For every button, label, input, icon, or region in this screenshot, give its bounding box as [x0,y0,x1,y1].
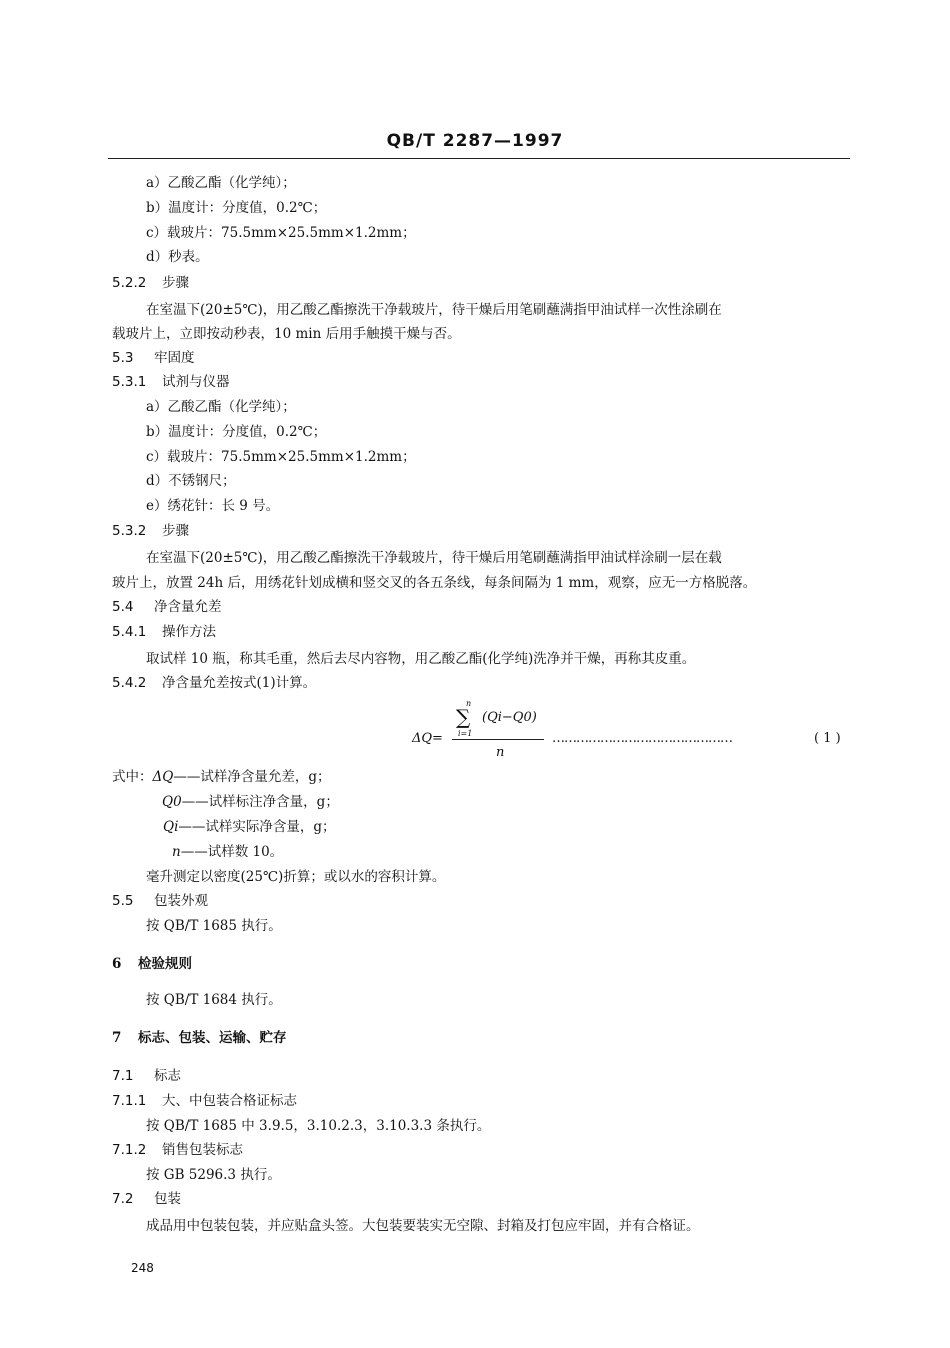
variable-symbol: ΔQ [152,769,174,785]
section-heading-5-4-1 [112,623,216,641]
section-title: 操作方法 [162,624,216,640]
formula-lhs: ΔQ= [412,731,443,746]
paragraph-line: 按 GB 5296.3 执行。 [146,1167,281,1183]
variable-row [162,793,339,811]
section-heading-7-1 [112,1067,181,1085]
variable-dash: —— [178,819,206,835]
variable-desc: 试样数 10。 [207,844,284,860]
variable-symbol: Qi [163,819,179,835]
section-number: 5.4 [112,599,134,615]
section-number: 7.2 [112,1191,134,1207]
formula-1 [412,699,852,763]
paragraph-line: 在室温下(20±5℃)，用乙酸乙酯擦洗干净载玻片，待干燥后用笔刷蘸满指甲油试样一次性涂刷在 [146,302,722,318]
section-number: 7.1 [112,1068,134,1084]
section-heading-7-1-2 [112,1141,243,1159]
section-number: 5.3.1 [112,374,147,390]
variable-dash: —— [181,794,209,810]
where-label: 式中： [112,769,153,785]
chapter-number: 7 [112,1030,122,1046]
formula-numerator: (Qi−Q0) [482,710,537,725]
section-title: 包装外观 [154,893,208,909]
section-title: 净含量允差 [154,599,222,615]
paragraph-line: 在室温下(20±5℃)，用乙酸乙酯擦洗干净载玻片，待干燥后用笔刷蘸满指甲油试样涂刷一层在载 [146,550,722,566]
paragraph-line: 取试样 10 瓶，称其毛重，然后去尽内容物，用乙酸乙酯(化学纯)洗净并干燥，再称其皮重。 [146,651,696,667]
fraction-bar [452,739,544,740]
paragraph-line: 玻片上，放置 24h 后，用绣花针划成横和竖交叉的各五条线，每条间隔为 1 mm，观察，应无一方格脱落。 [112,575,757,591]
section-number: 7.1.2 [112,1142,147,1158]
section-number: 5.4.2 [112,675,147,691]
section-number: 5.3 [112,350,134,366]
section-number: 5.4.1 [112,624,147,640]
chapter-heading-6 [112,955,192,973]
formula-leader: ……………………………………… [552,731,732,746]
section-heading-5-5 [112,892,208,910]
chapter-number: 6 [112,956,122,972]
sum-upper-limit: n [466,699,472,708]
list-item: d）不锈钢尺； [146,473,236,489]
paragraph-line: 按 QB/T 1685 中 3.9.5，3.10.2.3，3.10.3.3 条执行。 [146,1118,491,1134]
variable-desc: 试样实际净含量，g； [205,819,336,835]
equation-number: ( 1 ) [814,731,841,746]
section-title: 大、中包装合格证标志 [162,1093,297,1109]
sum-lower-limit: i=1 [458,729,473,738]
section-heading-7-2 [112,1190,181,1208]
section-title: 步骤 [162,523,189,539]
list-item: a）乙酸乙酯（化学纯）； [146,399,296,415]
section-heading-5-4-2 [112,674,316,692]
formula-denominator: n [496,745,505,760]
summation-symbol: ∑ [456,705,471,729]
list-item: b）温度计：分度值，0.2℃； [146,424,327,440]
section-title: 牢固度 [154,350,195,366]
section-title: 标志 [154,1068,181,1084]
list-item: a）乙酸乙酯（化学纯）； [146,175,296,191]
section-title: 净含量允差按式(1)计算。 [162,675,317,691]
list-item: d）秒表。 [146,249,209,265]
list-item: e）绣花针：长 9 号。 [146,498,280,514]
chapter-title: 标志、包装、运输、贮存 [138,1030,287,1046]
page-number: 248 [131,1261,154,1275]
paragraph-line: 按 QB/T 1685 执行。 [146,918,282,934]
variable-desc: 试样净含量允差，g； [200,769,331,785]
section-heading-5-2-2 [112,274,189,292]
section-title: 试剂与仪器 [162,374,230,390]
variable-symbol: Q0 [162,794,182,810]
variable-row [112,768,330,786]
paragraph-line: 载玻片上，立即按动秒表，10 min 后用手触摸干燥与否。 [112,326,461,342]
chapter-heading-7 [112,1029,287,1047]
section-title: 步骤 [162,275,189,291]
list-item: b）温度计：分度值，0.2℃； [146,200,327,216]
variable-row [172,843,283,861]
variable-row [163,818,336,836]
section-heading-5-4 [112,598,222,616]
list-item: c）载玻片：75.5mm×25.5mm×1.2mm； [146,225,416,241]
variable-symbol: n [172,844,181,860]
section-heading-5-3-1 [112,373,230,391]
section-title: 销售包装标志 [162,1142,243,1158]
section-heading-7-1-1 [112,1092,297,1110]
paragraph-line: 按 QB/T 1684 执行。 [146,992,282,1008]
section-heading-5-3 [112,349,195,367]
standard-header: QB/T 2287—1997 [386,131,564,151]
section-title: 包装 [154,1191,181,1207]
variable-dash: —— [173,769,201,785]
paragraph-line: 毫升测定以密度(25℃)折算；或以水的容积计算。 [146,869,446,885]
variable-dash: —— [180,844,208,860]
section-number: 5.5 [112,893,134,909]
paragraph-line: 成品用中包装包装，并应贴盒头签。大包装要装实无空隙、封箱及打包应牢固，并有合格证。 [146,1218,700,1234]
section-number: 7.1.1 [112,1093,147,1109]
chapter-title: 检验规则 [138,956,192,972]
section-heading-5-3-2 [112,522,189,540]
list-item: c）载玻片：75.5mm×25.5mm×1.2mm； [146,449,416,465]
header-rule [108,158,850,159]
section-number: 5.2.2 [112,275,147,291]
variable-desc: 试样标注净含量，g； [208,794,339,810]
section-number: 5.3.2 [112,523,147,539]
